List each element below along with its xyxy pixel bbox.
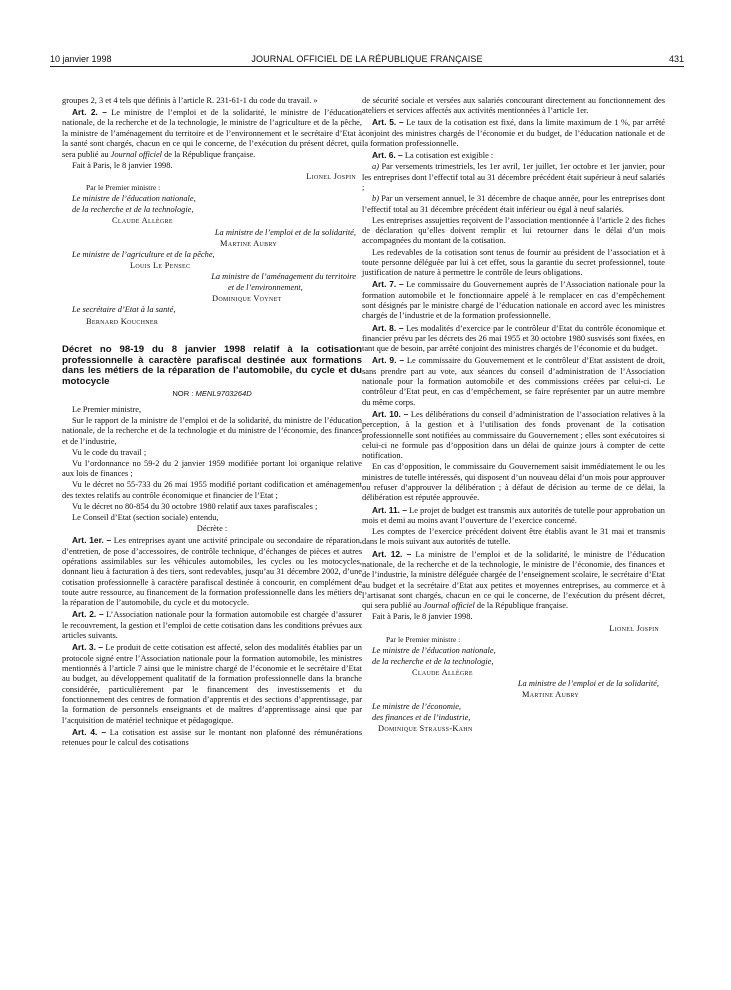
paragraph: En cas d’opposition, le commissaire du Gouvernement saisit immédiatement le ou les ministres de tutelle intéressés, qui disposent d’un nouveau délai d’un mois pour approuver ou refuser d’approuver la délibération ; à défaut de décision au terme de ce délai, la délibération est réputée approuvée. [362, 462, 665, 503]
premier-ministre: Le Premier ministre, [72, 404, 142, 414]
journal-officiel-ref: Journal officiel [110, 149, 163, 159]
nor-code: MENL9703264D [195, 389, 252, 399]
article-text: L’Association nationale pour la formation automobile est chargée d’assurer le recouvrement, la gestion et l’emploi de cette cotisation dans les conditions prévues aux articles suivants. [62, 610, 363, 641]
paragraph: de sécurité sociale et versées aux salariés concourant directement au fonctionnement des ateliers et services affectés aux activités mentionnées à l’article 1er. [362, 96, 665, 116]
article-text: La ministre de l’emploi et de la solidarité, le ministre de l’éducation nationale, de la recherche et de la technologie, le ministre de l’économie, des finances et de l’industrie, la ministre déléguée chargée de l’enseignement scolaire, le secrétaire d’Etat au budget et la secrétaire d’Etat aux petites et moyennes entreprises, au commerce et à l’artisanat sont chargés, chacun en ce qui le concerne, de l’exécution du présent décret, qui sera publié au [362, 549, 665, 611]
article-heading: Art. 5. – [372, 117, 404, 128]
article-12 [362, 549, 665, 612]
article-text: Par un versement annuel, le 31 décembre de chaque année, pour les entreprises dont l’effectif total au 31 décembre précédent était inférieur ou égal à neuf salariés. [362, 194, 665, 214]
visa: Vu le décret no 55-733 du 26 mai 1955 modifié portant codification et aménagement des textes relatifs au contrôle économique et financier de l’Etat ; [62, 480, 362, 500]
minister-name: Martine Aubry [220, 238, 278, 248]
minister-title: Le ministre de l’éducation nationale, [72, 194, 196, 204]
fait-a-paris: Fait à Paris, le 8 janvier 1998. [72, 160, 173, 170]
visa: Vu l’ordonnance no 59-2 du 2 janvier 1959 modifiée portant loi organique relative aux lois de finances ; [62, 458, 362, 479]
article-4 [62, 727, 362, 749]
journal-officiel-ref: Journal officiel [423, 601, 475, 611]
article-text: Les délibérations du conseil d’administration de l’association relatives à la perception, à la gestion et à l’utilisation des fonds provenant de la cotisation professionnelle sont notifiées au commissaire du Gouvernement ; elles sont exécutoires si celui-ci ne formule pas d’opposition dans un délai de quinze jours à compter de cette notification. [362, 409, 665, 461]
article-heading: Art. 2. – [72, 609, 104, 620]
article-heading: Art. 2. – [72, 107, 107, 118]
minister-title: La ministre de l’emploi et de la solidarité, [214, 227, 356, 237]
article-2 [62, 609, 362, 641]
minister-title: Le ministre de l’éducation nationale, [372, 645, 496, 655]
minister-name: Dominique Voynet [212, 294, 282, 304]
minister-name: Bernard Kouchner [86, 316, 159, 326]
article-heading: Art. 6. – [372, 150, 403, 161]
nor-label: NOR : [172, 389, 196, 399]
minister-title: de la recherche et de la technologie, [72, 205, 194, 215]
article-10 [362, 409, 665, 462]
signature-premier-ministre: Lionel Jospin [306, 171, 356, 181]
article-text-end: de la République française. [162, 149, 256, 159]
article-7 [362, 279, 665, 321]
article-text: La cotisation est assise sur le montant non plafonné des rémunérations retenues pour le calcul des cotisations [62, 727, 362, 748]
article-heading: Art. 1er. – [72, 535, 112, 546]
article-heading: Art. 8. – [372, 322, 404, 333]
article-text: Le commissaire du Gouvernement auprès de l’Association nationale pour la formation automobile et le fonctionnaire appelé à le remplacer en cas d’empêchement sont désignés par le ministre chargé de l’éducation nationale en accord avec les ministres chargés de l’industrie et de la formation professionnelle. [362, 280, 665, 321]
par-le-premier-ministre: Par le Premier ministre : [386, 634, 461, 644]
article-6 [362, 150, 665, 161]
visa: Sur le rapport de la ministre de l’emploi et de la solidarité, du ministre de l’éducation nationale, de la recherche et de la technologie et du ministre de l’économie, des finances et de l’industrie, [62, 415, 362, 446]
fait-a-paris: Fait à Paris, le 8 janvier 1998. [372, 612, 473, 622]
article-2-previous [62, 107, 362, 160]
minister-title: Le ministre de l’économie, [372, 701, 462, 711]
header-rule [50, 66, 684, 67]
item-letter: a) [372, 162, 379, 172]
minister-name: Claude Allègre [412, 668, 473, 678]
article-text: Le projet de budget est transmis aux autorités de tutelle pour approbation un mois et demi au moins avant l’ouverture de l’exercice concerné. [362, 505, 665, 525]
left-column [62, 96, 362, 749]
header-journal-title: JOURNAL OFFICIEL DE LA RÉPUBLIQUE FRANÇAISE [251, 54, 483, 64]
visa: Le Conseil d’Etat (section sociale) entendu, [72, 512, 219, 522]
decret-title: Décret no 98-19 du 8 janvier 1998 relatif à la cotisation professionnelle à caractère parafiscal destinée aux formations dans les métiers de la réparation de l’automobile, du cycle et du motocycle [62, 343, 362, 387]
item-letter: b) [372, 194, 379, 204]
article-text-end: de la République française. [474, 601, 569, 611]
minister-name: Martine Aubry [522, 690, 580, 700]
article-3 [62, 642, 362, 726]
decrete: Décrète : [196, 524, 228, 534]
header-date: 10 janvier 1998 [50, 54, 112, 64]
article-6-a [362, 162, 665, 193]
article-8 [362, 323, 665, 355]
article-text: La cotisation est exigible : [402, 151, 494, 161]
article-heading: Art. 3. – [72, 642, 104, 653]
article-9 [362, 355, 665, 408]
par-le-premier-ministre: Par le Premier ministre : [86, 182, 161, 192]
paragraph: Les redevables de la cotisation sont tenus de fournir au président de l’association et à toute personne déléguée par lui à cet effet, sous la garantie du secret professionnel, toute justification de nature à permettre le contrôle de leurs obligations. [362, 247, 665, 278]
minister-title: et de l’environnement, [228, 283, 303, 293]
article-text: Les modalités d’exercice par le contrôleur d’Etat du contrôle économique et financier prévu par les décrets des 26 mai 1955 et 30 octobre 1980 susvisés sont fixées, en tant que de besoin, par arrêté conjoint des ministres chargés de l’économie et du budget. [362, 323, 665, 354]
article-5 [362, 117, 665, 149]
article-text: Par versements trimestriels, les 1er avril, 1er juillet, 1er octobre et 1er janvier, pour les entreprises dont l’effectif total au 31 décembre précédent était supérieur à neuf salariés ; [362, 162, 665, 193]
article-6-b [362, 194, 665, 215]
minister-title: Le secrétaire d’Etat à la santé, [72, 305, 176, 315]
right-column [362, 96, 665, 735]
article-text: Le produit de cette cotisation est affecté, selon des modalités établies par un protocole signé entre l’Association nationale pour la formation automobile, les ministres mentionnés à l’article 7 ainsi que le ministre chargé de l’économie et le secrétaire d’Etat au budget, au développement qualitatif de la formation professionnelle dans la branche considérée, particulièrement par le financement des investissements et du fonctionnement des centres de formation d’apprentis et des sections d’apprentissage, par la formation de personnels enseignants et de maîtres d’apprentissage ainsi que par l’acquisition de matériel technique et pédagogique. [62, 643, 362, 725]
minister-title: La ministre de l’emploi et de la solidarité, [517, 679, 659, 689]
article-text: Le taux de la cotisation est fixé, dans la limite maximum de 1 %, par arrêté conjoint des ministres chargés de l’économie et du budget, de l’éducation nationale et de la formation professionnelle. [362, 118, 665, 149]
article-heading: Art. 10. – [372, 408, 409, 419]
article-text: Les entreprises ayant une activité principale ou secondaire de réparation, d’entretien, de pose d’accessoires, de contrôle technique, d’échanges de pièces et autres opérations assimilables sur les véhicules automobiles, les cycles ou les motocycles, donnant lieu à facturation à des tiers, sont redevables, jusqu’au 31 décembre 2002, d’une cotisation professionnelle à caractère parafiscal destinée à concourir, en complément de toute autre ressource, au financement de la formation professionnelle dans les métiers de la réparation de l’automobile, du cycle et du motocycle. [62, 536, 362, 608]
visa: Vu le décret no 80-854 du 30 octobre 1980 relatif aux taxes parafiscales ; [72, 501, 318, 511]
article-heading: Art. 12. – [372, 548, 412, 559]
article-1 [62, 535, 362, 608]
article-heading: Art. 9. – [372, 355, 405, 366]
minister-name: Claude Allègre [112, 216, 173, 226]
signature-premier-ministre: Lionel Jospin [609, 623, 659, 633]
minister-title: des finances et de l’industrie, [372, 712, 471, 722]
nor-reference [62, 389, 362, 399]
article-text: Le ministre de l’emploi et de la solidarité, le ministre de l’éducation nationale, de la recherche et de la technologie, le ministre de l’agriculture et de la pêche, la ministre de l’aménagement du territoire et de l’environnement et le secrétaire d’Etat à la santé sont chargés, chacun en ce qui le concerne, de l’exécution du présent décret, qui sera publié au [62, 108, 362, 159]
paragraph: groupes 2, 3 et 4 tels que définis à l’article R. 231-61-1 du code du travail. » [62, 96, 318, 105]
header-page-number: 431 [668, 54, 684, 64]
article-11 [362, 505, 665, 527]
article-text: Le commissaire du Gouvernement et le contrôleur d’Etat assistent de droit, sans prendre part au vote, aux séances du conseil d’administration de l’Association nationale pour la formation automobile et des commissions créées par celui-ci. Le contrôleur d’Etat peut, en cas d’empêchement, se faire représenter par un autre membre du même corps. [362, 356, 665, 407]
minister-name: Dominique Strauss-Kahn [378, 723, 473, 733]
article-heading: Art. 11. – [372, 504, 407, 515]
minister-name: Louis Le Pensec [130, 260, 191, 270]
paragraph: Les entreprises assujetties reçoivent de l’association mentionnée à l’article 2 des fiches de déclaration qu’elles doivent remplir et lui retourner dans le délai d’un mois accompagnées du montant de la cotisation. [362, 215, 665, 246]
minister-title: de la recherche et de la technologie, [372, 657, 494, 667]
paragraph: Les comptes de l’exercice précédent doivent être établis avant le 31 mai et transmis dans le mois suivant aux autorités de tutelle. [362, 527, 665, 547]
minister-title: Le ministre de l’agriculture et de la pêche, [72, 249, 215, 259]
article-heading: Art. 4. – [72, 726, 107, 737]
article-heading: Art. 7. – [372, 279, 404, 290]
minister-title: La ministre de l’aménagement du territoire [211, 272, 356, 282]
visa: Vu le code du travail ; [72, 447, 147, 457]
